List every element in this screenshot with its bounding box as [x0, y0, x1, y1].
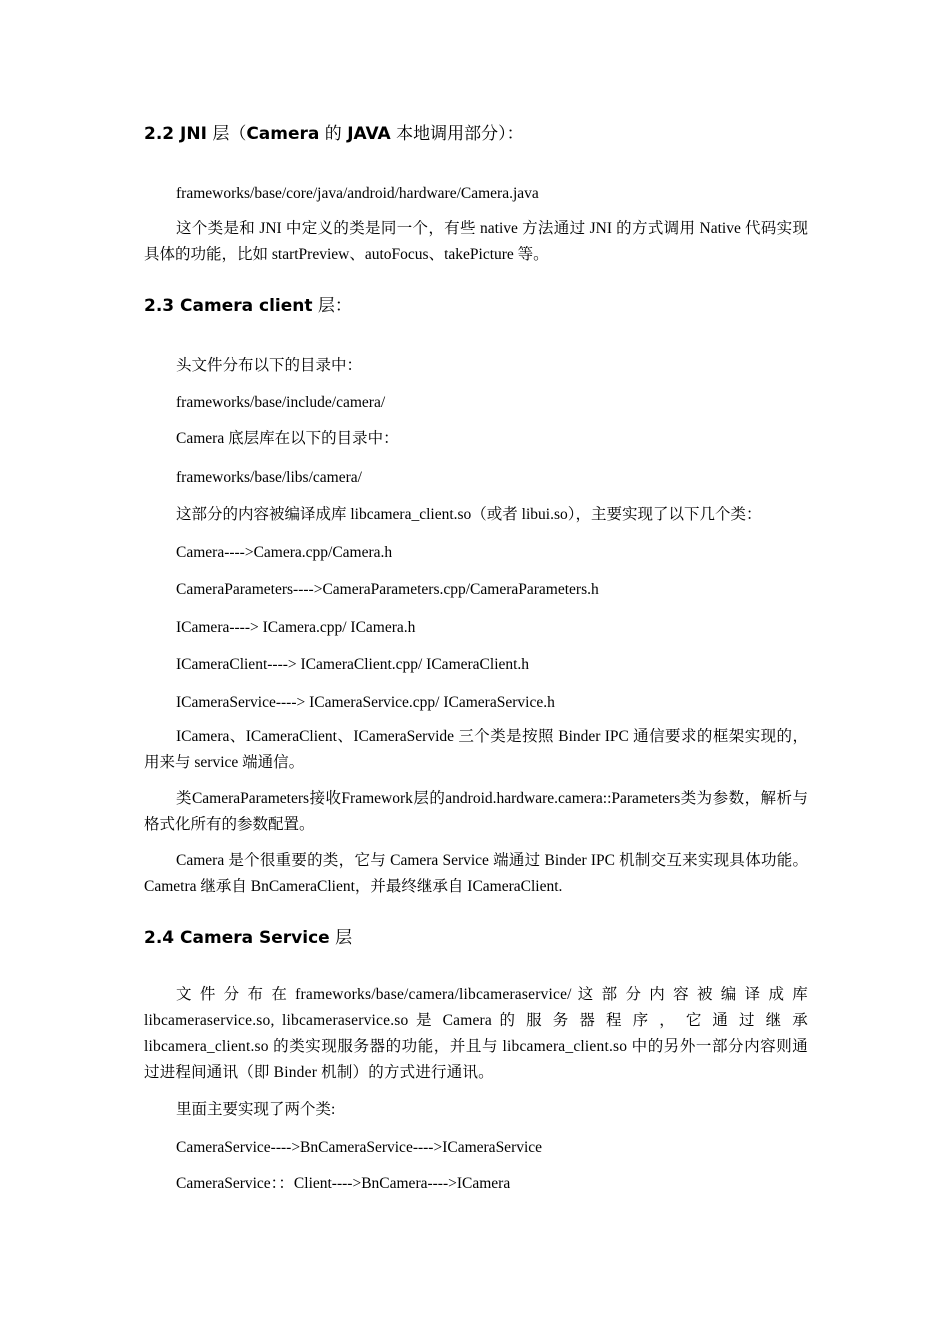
heading-2-4 [144, 926, 352, 950]
heading-2-2-java: JAVA [347, 124, 391, 144]
paragraph-camera-service: 文 件 分 布 在 frameworks/base/camera/libcameraservice/ 这 部 分 内 容 被 编 译 成 库 libcameraservice.so, libcameraservice.so 是 Camera 的 服 务 器 程 序 ， 它 通 过 继 承 libcamera_client.so 的类实现服务器的功能，并且与 libcamera_client.so 中的另外一部分内容则通过进程间通讯（即 Binder 机制）的方式进行通讯。 [144, 986, 808, 1081]
class-line: Camera---->Camera.cpp/Camera.h [176, 544, 393, 561]
heading-2-3-tail: 层： [312, 296, 352, 316]
heading-2-2-tail: 本地调用部分）： [390, 124, 524, 144]
class-line: ICamera----> ICamera.cpp/ ICamera.h [176, 619, 416, 636]
heading-2-2-camera: Camera [246, 124, 320, 144]
text-line: 里面主要实现了两个类: [176, 1101, 336, 1118]
paragraph-camera-class: Camera 是个很重要的类，它与 Camera Service 端通过 Binder IPC 机制交互来实现具体功能。Cametra 继承自 BnCameraClient，并最终继承自 ICameraClient. [144, 852, 808, 895]
heading-2-3-number: 2.3 Camera client [144, 296, 313, 316]
text-line: frameworks/base/libs/camera/ [176, 469, 362, 486]
heading-2-3 [144, 294, 352, 318]
heading-2-2-number: 2.2 JNI [144, 124, 207, 144]
class-line: CameraParameters---->CameraParameters.cpp/CameraParameters.h [176, 581, 599, 598]
heading-2-4-tail: 层 [329, 928, 353, 948]
class-line: ICameraService----> ICameraService.cpp/ ICameraService.h [176, 694, 555, 711]
class-line: CameraService---->BnCameraService---->ICameraService [176, 1139, 543, 1156]
text-line: frameworks/base/include/camera/ [176, 394, 386, 411]
paragraph-jni-description: 这个类是和 JNI 中定义的类是同一个，有些 native 方法通过 JNI 的方式调用 Native 代码实现具体的功能，比如 startPreview、autoFocus、takePicture 等。 [144, 220, 808, 263]
paragraph-cameraparameters: 类CameraParameters接收Framework层的android.hardware.camera::Parameters类为参数，解析与格式化所有的参数配置。 [144, 790, 808, 833]
text-line: 这部分的内容被编译成库 libcamera_client.so（或者 libui.so），主要实现了以下几个类： [176, 506, 762, 523]
text-line: Camera 底层库在以下的目录中： [176, 430, 399, 447]
heading-2-2-text: 层（ [206, 124, 247, 144]
heading-2-4-number: 2.4 Camera Service [144, 928, 330, 948]
class-line: ICameraClient----> ICameraClient.cpp/ ICameraClient.h [176, 656, 530, 673]
heading-2-2 [144, 122, 524, 146]
paragraph-icamera-classes: ICamera、ICameraClient、ICameraServide 三个类是按照 Binder IPC 通信要求的框架实现的， 用来与 service 端通信。 [144, 728, 808, 771]
text-line: 头文件分布以下的目录中： [176, 357, 363, 374]
heading-2-2-de: 的 [319, 124, 348, 144]
class-line: CameraService：：Client---->BnCamera---->ICamera [176, 1175, 511, 1192]
path-camera-java: frameworks/base/core/java/android/hardware/Camera.java [176, 185, 539, 202]
